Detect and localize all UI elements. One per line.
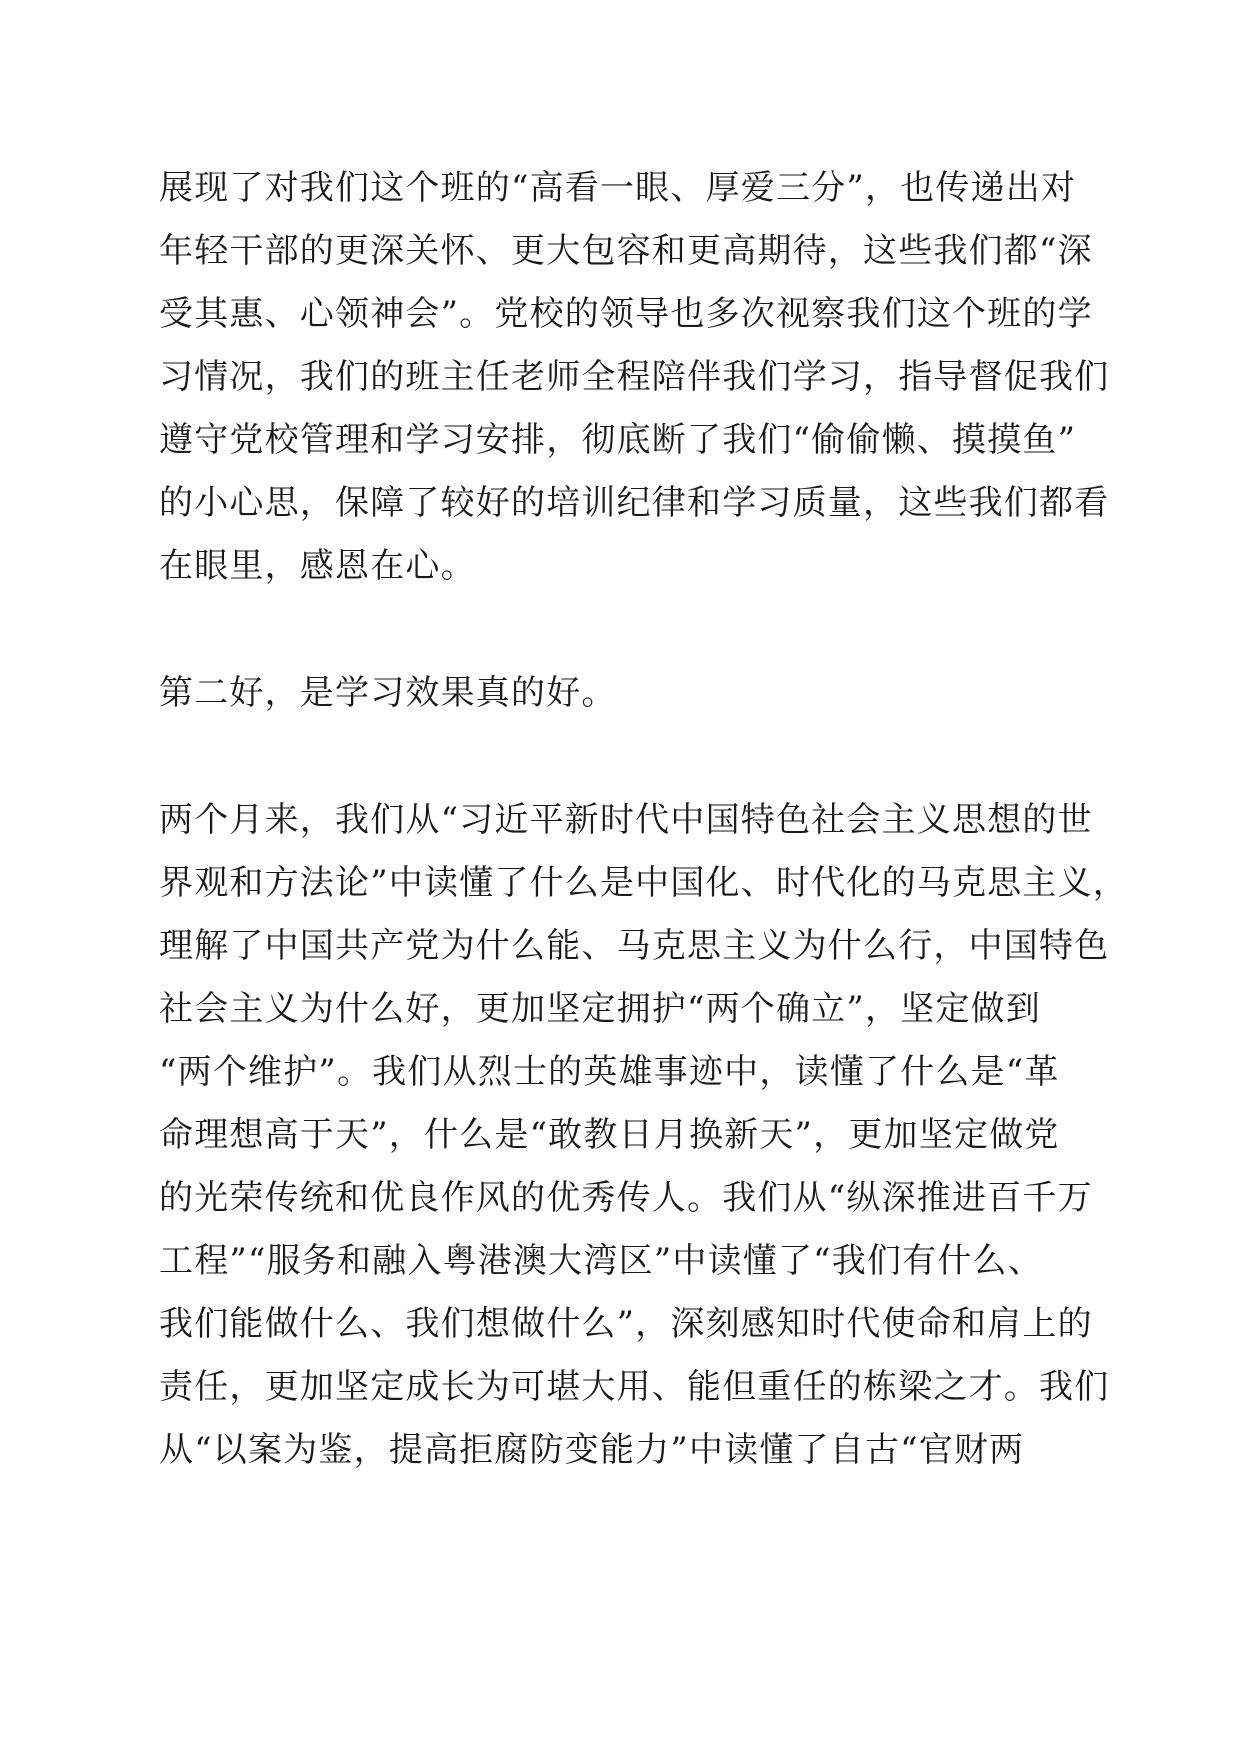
paragraph-3-line-6: 命理想高于天”，什么是“敢教日月换新天”，更加坚定做党 xyxy=(159,1115,1060,1155)
paragraph-3-line-2: 界观和方法论”中读懂了什么是中国化、时代化的马克思主义， xyxy=(159,863,1128,903)
paragraph-3-line-11: 从“以案为鉴，提高拒腐防变能力”中读懂了自古“官财两 xyxy=(159,1430,1025,1470)
paragraph-1-line-1: 展现了对我们这个班的“高看一眼、厚爱三分”，也传递出对 xyxy=(159,168,1077,208)
paragraph-3-line-5: “两个维护”。我们从烈士的英雄事迹中，读懂了什么是“革 xyxy=(159,1052,1060,1092)
paragraph-3-line-8: 工程”“服务和融入粤港澳大湾区”中读懂了“我们有什么、 xyxy=(159,1241,1043,1281)
paragraph-1-line-6: 的小心思，保障了较好的培训纪律和学习质量，这些我们都看 xyxy=(159,483,1110,523)
paragraph-3-line-9: 我们能做什么、我们想做什么”，深刻感知时代使命和肩上的 xyxy=(159,1304,1093,1344)
paragraph-3-line-7: 的光荣传统和优良作风的优秀传人。我们从“纵深推进百千万 xyxy=(159,1178,1093,1218)
paragraph-1-line-3: 受其惠、心领神会”。党校的领导也多次视察我们这个班的学 xyxy=(159,294,1093,334)
paragraph-1-line-5: 遵守党校管理和学习安排，彻底断了我们“偷偷懒、摸摸鱼” xyxy=(159,420,1077,460)
paragraph-1-line-4: 习情况，我们的班主任老师全程陪伴我们学习，指导督促我们 xyxy=(159,357,1110,397)
paragraph-2-heading: 第二好，是学习效果真的好。 xyxy=(159,673,617,713)
paragraph-1-line-7: 在眼里，感恩在心。 xyxy=(159,546,476,586)
paragraph-3-line-4: 社会主义为什么好，更加坚定拥护“两个确立”，坚定做到 xyxy=(159,989,1041,1029)
paragraph-3-line-3: 理解了中国共产党为什么能、马克思主义为什么行，中国特色 xyxy=(159,926,1110,966)
paragraph-3-line-1: 两个月来，我们从“习近平新时代中国特色社会主义思想的世 xyxy=(159,800,1093,840)
paragraph-1-line-2: 年轻干部的更深关怀、更大包容和更高期待，这些我们都“深 xyxy=(159,231,1093,271)
paragraph-3-line-10: 责任，更加坚定成长为可堪大用、能但重任的栋梁之才。我们 xyxy=(159,1367,1110,1407)
